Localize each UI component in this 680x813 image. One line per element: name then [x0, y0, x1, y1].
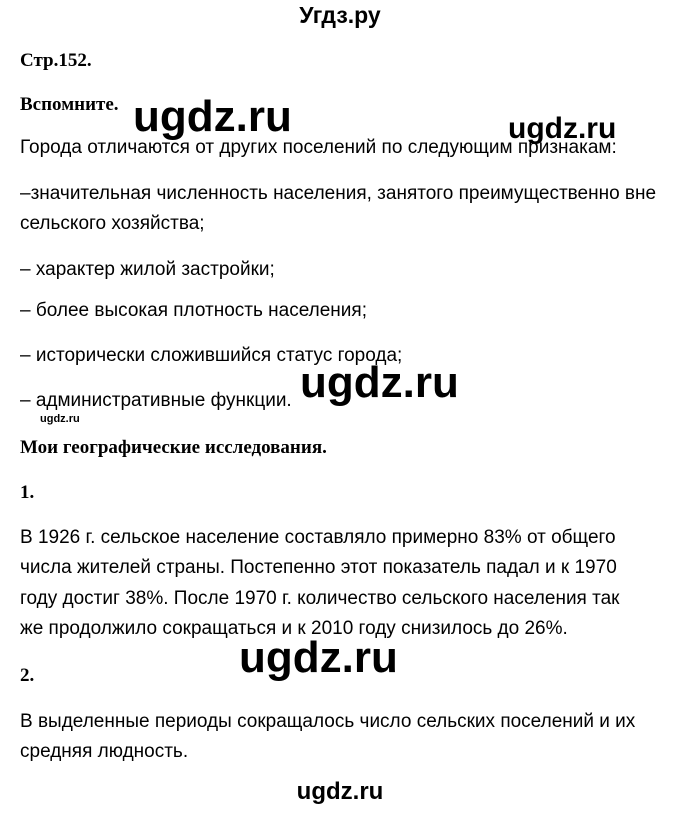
- research-heading: Мои географические исследования.: [20, 437, 327, 458]
- recall-item-1-line-2: сельского хозяйства;: [20, 213, 205, 234]
- recall-item-4: – исторически сложившийся статус города;: [20, 345, 403, 366]
- site-title: Угдз.ру: [299, 2, 381, 28]
- q2-line-1: В выделенные периоды сокращалось число сельских поселений и их: [20, 711, 636, 732]
- recall-item-1-line-1: –значительная численность населения, занятого преимущественно вне: [20, 183, 657, 204]
- watermark-big-1: ugdz.ru: [133, 92, 292, 141]
- question-1-number: 1.: [20, 482, 35, 503]
- recall-intro: Города отличаются от других поселений по следующим признакам:: [20, 137, 617, 158]
- q1-line-1: В 1926 г. сельское население составляло примерно 83% от общего: [20, 527, 616, 548]
- page-reference: Стр.152.: [20, 50, 92, 71]
- watermark-big-3: ugdz.ru: [239, 633, 398, 682]
- recall-heading: Вспомните.: [20, 94, 119, 115]
- recall-item-5: – административные функции.: [20, 390, 292, 411]
- q1-line-2: числа жителей страны. Постепенно этот показатель падал и к 1970: [20, 557, 617, 578]
- q1-line-4: же продолжило сокращаться и к 2010 году снизилось до 26%.: [20, 618, 568, 639]
- question-2-number: 2.: [20, 665, 35, 686]
- watermark-footer: ugdz.ru: [296, 778, 384, 805]
- recall-item-2: – характер жилой застройки;: [20, 259, 275, 280]
- watermark-big-2: ugdz.ru: [300, 358, 459, 407]
- q2-line-2: средняя людность.: [20, 741, 189, 762]
- watermark-right-1: ugdz.ru: [508, 112, 617, 145]
- q1-line-3: году достиг 38%. После 1970 г. количество сельского населения так: [20, 588, 620, 609]
- recall-item-3: – более высокая плотность населения;: [20, 300, 367, 321]
- watermark-small: ugdz.ru: [40, 413, 80, 425]
